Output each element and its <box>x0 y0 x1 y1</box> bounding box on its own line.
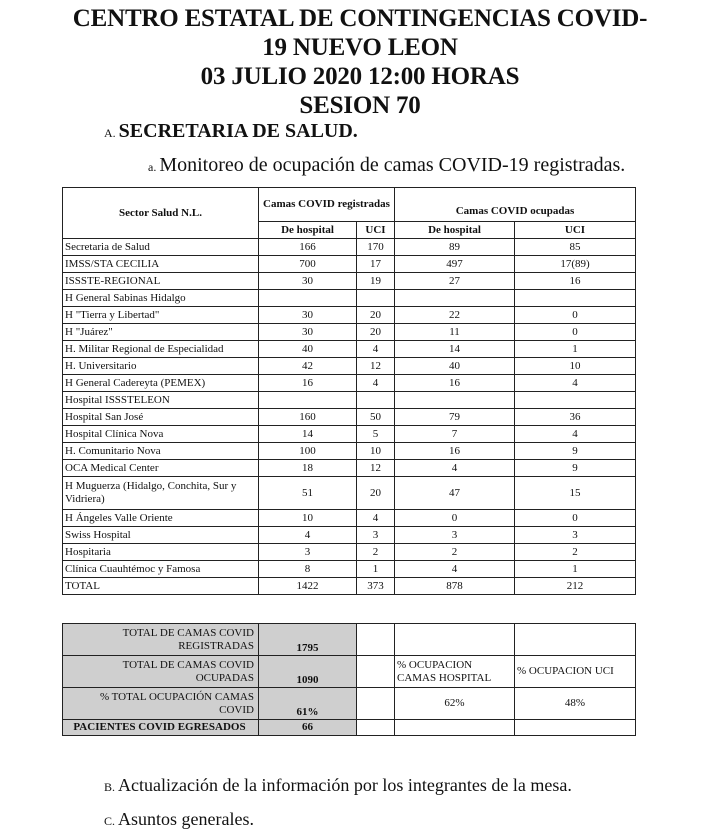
row-value: 50 <box>357 409 395 426</box>
row-label: Hospital ISSSTELEON <box>63 392 259 409</box>
title-line-4: SESION 70 <box>299 92 421 119</box>
row-value: 0 <box>515 324 636 341</box>
row-value: 8 <box>259 561 357 578</box>
row-value: 14 <box>395 341 515 358</box>
row-value: 20 <box>357 307 395 324</box>
summary-cell-blank <box>515 624 636 656</box>
row-value: 1 <box>515 341 636 358</box>
row-value <box>515 392 636 409</box>
row-value <box>357 290 395 307</box>
row-label: H. Militar Regional de Especialidad <box>63 341 259 358</box>
row-value: 40 <box>259 341 357 358</box>
row-label: H. Comunitario Nova <box>63 443 259 460</box>
header-occupied-group: Camas COVID ocupadas <box>395 188 636 222</box>
section-a-label: SECRETARIA DE SALUD. <box>118 120 358 142</box>
row-value: 16 <box>395 375 515 392</box>
header-reg-uci: UCI <box>357 222 395 239</box>
table-row <box>63 561 636 578</box>
section-c-label: Asuntos generales. <box>118 809 254 829</box>
summary-occupied-value: 1090 <box>259 656 357 688</box>
title-line-3: 03 JULIO 2020 12:00 HORAS <box>200 63 520 90</box>
row-value: 4 <box>395 460 515 477</box>
row-value: 9 <box>515 460 636 477</box>
row-value: 89 <box>395 239 515 256</box>
row-value: 51 <box>259 477 357 510</box>
row-value: 5 <box>357 426 395 443</box>
section-b-heading <box>104 775 572 796</box>
row-label: Clínica Cuauhtémoc y Famosa <box>63 561 259 578</box>
summary-registered-label: TOTAL DE CAMAS COVID REGISTRADAS <box>63 624 259 656</box>
row-value: 16 <box>515 273 636 290</box>
row-label: H. Universitario <box>63 358 259 375</box>
header-sector: Sector Salud N.L. <box>63 188 259 239</box>
row-label: H "Juárez" <box>63 324 259 341</box>
row-label: Hospital Clínica Nova <box>63 426 259 443</box>
table-row <box>63 426 636 443</box>
row-label: Hospital San José <box>63 409 259 426</box>
row-value: 19 <box>357 273 395 290</box>
section-b-label: Actualización de la información por los integrantes de la mesa. <box>118 775 572 795</box>
summary-pct-hospital-label: % OCUPACION CAMAS HOSPITAL <box>395 656 515 688</box>
summary-cell-blank <box>357 720 395 736</box>
row-value: 700 <box>259 256 357 273</box>
row-value: 20 <box>357 324 395 341</box>
title-line-2: 19 NUEVO LEON <box>262 34 458 61</box>
row-value: 497 <box>395 256 515 273</box>
row-label: Secretaria de Salud <box>63 239 259 256</box>
row-value: 85 <box>515 239 636 256</box>
row-label: Hospitaria <box>63 544 259 561</box>
row-label: H Muguerza (Hidalgo, Conchita, Sur y Vidriera) <box>63 477 259 510</box>
document-title <box>60 4 660 120</box>
table-row <box>63 527 636 544</box>
row-value <box>515 290 636 307</box>
row-value <box>395 392 515 409</box>
row-value: 0 <box>515 510 636 527</box>
row-value: 15 <box>515 477 636 510</box>
summary-table <box>62 623 636 736</box>
header-occ-hospital: De hospital <box>395 222 515 239</box>
row-label: Swiss Hospital <box>63 527 259 544</box>
summary-pct-total-value: 61% <box>259 688 357 720</box>
row-value: 4 <box>357 341 395 358</box>
total-value: 878 <box>395 578 515 595</box>
row-value: 4 <box>357 375 395 392</box>
total-row <box>63 578 636 595</box>
summary-pct-uci-label: % OCUPACION UCI <box>515 656 636 688</box>
row-value: 47 <box>395 477 515 510</box>
row-label: H "Tierra y Libertad" <box>63 307 259 324</box>
row-value: 10 <box>357 443 395 460</box>
row-value: 16 <box>259 375 357 392</box>
row-value: 0 <box>395 510 515 527</box>
row-value <box>357 392 395 409</box>
section-c-marker: C. <box>104 814 116 828</box>
row-label: ISSSTE-REGIONAL <box>63 273 259 290</box>
row-label: H General Cadereyta (PEMEX) <box>63 375 259 392</box>
row-value: 2 <box>395 544 515 561</box>
row-value: 4 <box>259 527 357 544</box>
bed-occupancy-table <box>62 187 636 595</box>
subsection-a-marker: a. <box>148 160 157 174</box>
subsection-a-heading <box>148 154 625 177</box>
row-value <box>395 290 515 307</box>
summary-cell-blank <box>395 624 515 656</box>
summary-cell-blank <box>357 688 395 720</box>
table-row <box>63 324 636 341</box>
total-label: TOTAL <box>63 578 259 595</box>
row-value: 30 <box>259 324 357 341</box>
row-value <box>259 290 357 307</box>
row-value: 18 <box>259 460 357 477</box>
table-row <box>63 256 636 273</box>
table-row <box>63 460 636 477</box>
table-row <box>63 392 636 409</box>
row-value: 30 <box>259 307 357 324</box>
summary-pct-total-label: % TOTAL OCUPACIÓN CAMAS COVID <box>63 688 259 720</box>
header-registered-group: Camas COVID registradas <box>259 188 395 222</box>
row-value: 160 <box>259 409 357 426</box>
table-row <box>63 409 636 426</box>
total-value: 212 <box>515 578 636 595</box>
summary-registered-value: 1795 <box>259 624 357 656</box>
row-value: 20 <box>357 477 395 510</box>
row-value: 11 <box>395 324 515 341</box>
row-value: 40 <box>395 358 515 375</box>
header-reg-hospital: De hospital <box>259 222 357 239</box>
table-row <box>63 477 636 510</box>
table-row <box>63 358 636 375</box>
row-value: 17 <box>357 256 395 273</box>
row-value: 30 <box>259 273 357 290</box>
row-value: 14 <box>259 426 357 443</box>
section-c-heading <box>104 809 254 830</box>
row-value: 1 <box>357 561 395 578</box>
table-row <box>63 273 636 290</box>
row-value: 7 <box>395 426 515 443</box>
summary-pct-hospital-value: 62% <box>395 688 515 720</box>
row-label: IMSS/STA CECILIA <box>63 256 259 273</box>
row-value: 4 <box>357 510 395 527</box>
row-value: 9 <box>515 443 636 460</box>
row-value: 2 <box>357 544 395 561</box>
title-line-1: CENTRO ESTATAL DE CONTINGENCIAS COVID- <box>72 5 648 32</box>
summary-pct-uci-value: 48% <box>515 688 636 720</box>
section-a-heading <box>104 120 358 143</box>
row-value: 3 <box>515 527 636 544</box>
row-value: 36 <box>515 409 636 426</box>
row-value: 79 <box>395 409 515 426</box>
table-row <box>63 290 636 307</box>
row-value: 42 <box>259 358 357 375</box>
summary-discharged-value: 66 <box>259 720 357 736</box>
row-label: H Ángeles Valle Oriente <box>63 510 259 527</box>
summary-occupied-label: TOTAL DE CAMAS COVID OCUPADAS <box>63 656 259 688</box>
row-value: 3 <box>395 527 515 544</box>
row-value: 27 <box>395 273 515 290</box>
table-row <box>63 544 636 561</box>
summary-cell-blank <box>357 656 395 688</box>
row-label: OCA Medical Center <box>63 460 259 477</box>
summary-cell-blank <box>357 624 395 656</box>
subsection-a-label: Monitoreo de ocupación de camas COVID-19 registradas. <box>159 154 626 176</box>
row-value: 12 <box>357 358 395 375</box>
table-row <box>63 443 636 460</box>
table-row <box>63 375 636 392</box>
row-value: 3 <box>259 544 357 561</box>
section-b-marker: B. <box>104 780 116 794</box>
total-value: 1422 <box>259 578 357 595</box>
row-value: 170 <box>357 239 395 256</box>
table-row <box>63 307 636 324</box>
row-value: 12 <box>357 460 395 477</box>
row-value: 4 <box>515 426 636 443</box>
row-value: 1 <box>515 561 636 578</box>
summary-cell-blank <box>395 720 515 736</box>
summary-discharged-label: PACIENTES COVID EGRESADOS <box>63 720 259 736</box>
row-label: H General Sabinas Hidalgo <box>63 290 259 307</box>
row-value: 4 <box>515 375 636 392</box>
table-row <box>63 510 636 527</box>
row-value: 16 <box>395 443 515 460</box>
row-value: 4 <box>395 561 515 578</box>
row-value: 100 <box>259 443 357 460</box>
row-value: 3 <box>357 527 395 544</box>
row-value: 166 <box>259 239 357 256</box>
row-value: 22 <box>395 307 515 324</box>
row-value: 10 <box>259 510 357 527</box>
section-a-marker: A. <box>104 126 116 140</box>
row-value: 17(89) <box>515 256 636 273</box>
table-row <box>63 341 636 358</box>
row-value: 0 <box>515 307 636 324</box>
header-occ-uci: UCI <box>515 222 636 239</box>
row-value: 10 <box>515 358 636 375</box>
total-value: 373 <box>357 578 395 595</box>
summary-cell-blank <box>515 720 636 736</box>
table-row <box>63 239 636 256</box>
row-value: 2 <box>515 544 636 561</box>
row-value <box>259 392 357 409</box>
